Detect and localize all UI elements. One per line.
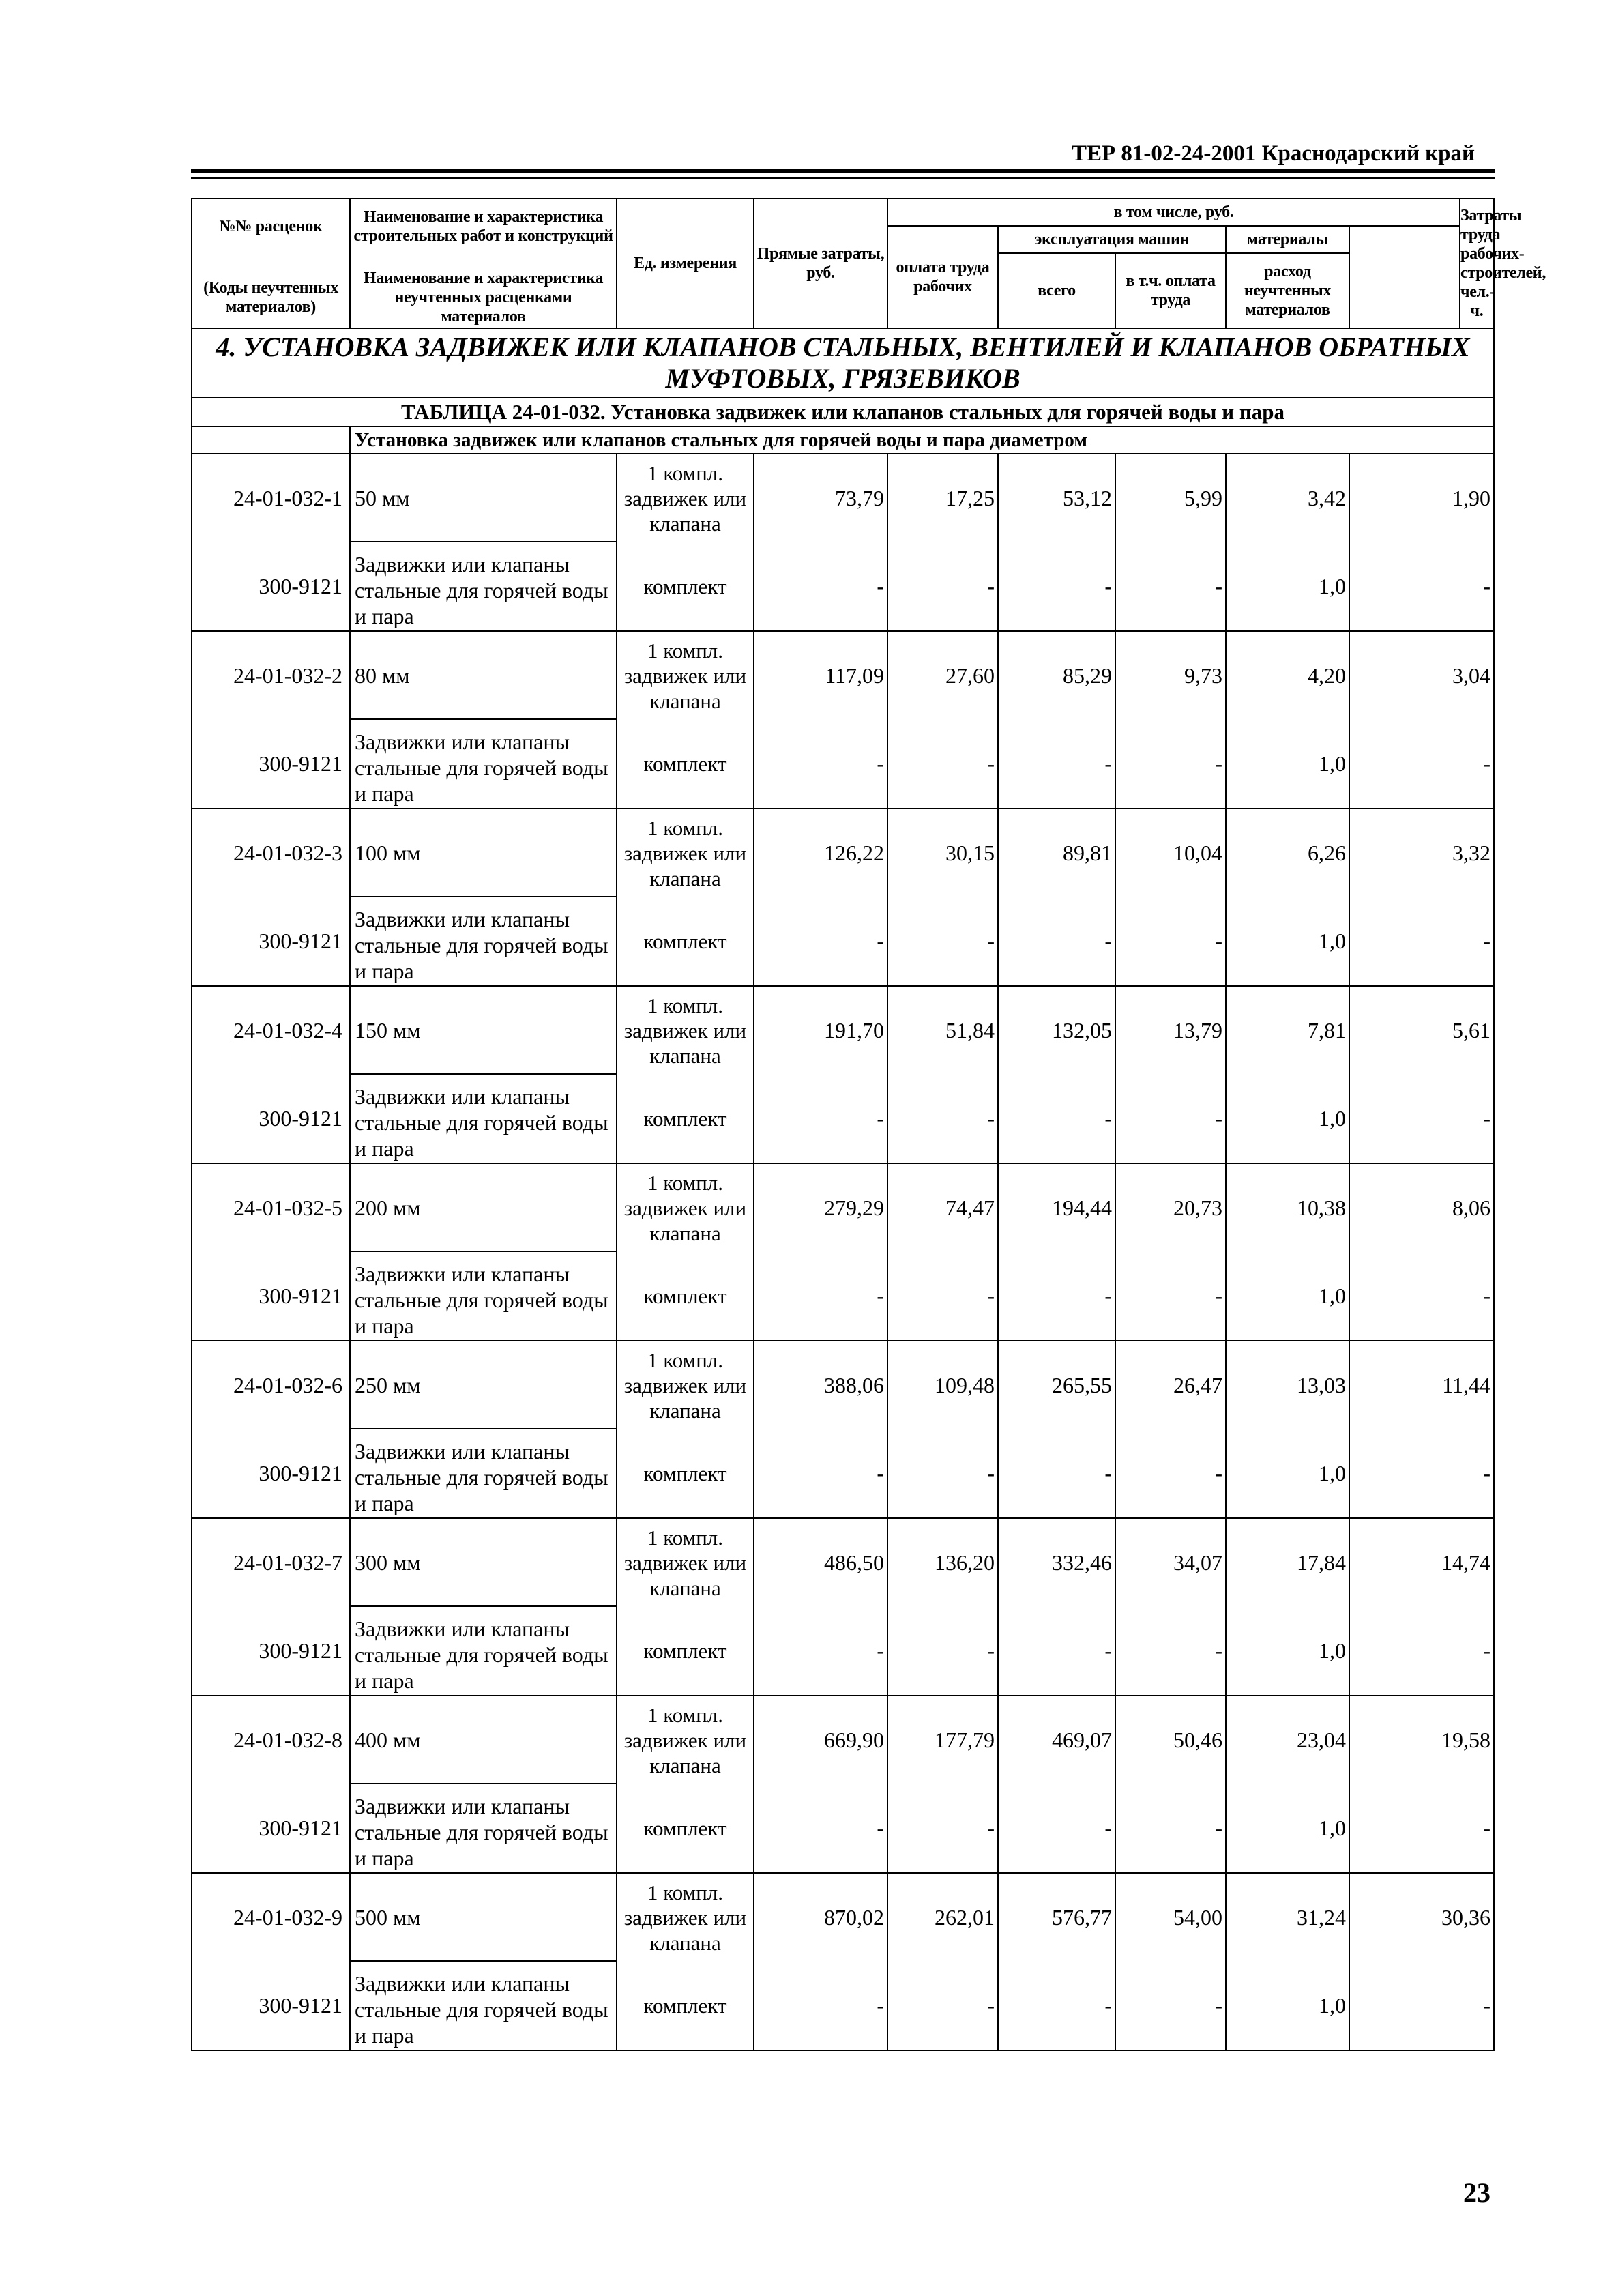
material-labor: -: [1349, 542, 1494, 631]
labor-pay: 27,60: [887, 631, 998, 719]
material-pay: -: [887, 1429, 998, 1518]
material-labor: -: [1349, 1429, 1494, 1518]
col-header-name: Наименование и характеристика строительных работ и конструкций: [350, 199, 617, 253]
material-labor: -: [1349, 1606, 1494, 1696]
unit: 1 компл. задвижек или клапана: [617, 809, 754, 897]
material-pay: -: [887, 1251, 998, 1341]
material-code: 300-9121: [192, 719, 350, 809]
unit: 1 компл. задвижек или клапана: [617, 986, 754, 1074]
machine-cost: 576,77: [998, 1873, 1115, 1961]
work-name: 500 мм: [350, 1873, 617, 1961]
table-row: [192, 454, 1494, 542]
table-row: [192, 1961, 1494, 2050]
work-name: 200 мм: [350, 1163, 617, 1251]
direct-cost: 126,22: [754, 809, 887, 897]
direct-cost: 669,90: [754, 1696, 887, 1784]
material-usage: 1,0: [1226, 897, 1349, 986]
labor-hours: 3,04: [1349, 631, 1494, 719]
page-number: 23: [1463, 2177, 1490, 2208]
material-usage: 1,0: [1226, 1251, 1349, 1341]
material-code: 300-9121: [192, 1784, 350, 1873]
material-machines: -: [998, 1784, 1115, 1873]
material-cost: 7,81: [1226, 986, 1349, 1074]
material-name: Задвижки или клапаны стальные для горячей воды и пара: [350, 1961, 617, 2050]
material-direct: -: [754, 1961, 887, 2050]
material-labor: -: [1349, 897, 1494, 986]
col-header-direct: Прямые затраты, руб.: [754, 199, 887, 328]
material-machine-pay: -: [1115, 1961, 1226, 2050]
labor-hours: 3,32: [1349, 809, 1494, 897]
unit: 1 компл. задвижек или клапана: [617, 1163, 754, 1251]
material-usage: 1,0: [1226, 1074, 1349, 1163]
machine-labor-pay: 26,47: [1115, 1341, 1226, 1429]
direct-cost: 279,29: [754, 1163, 887, 1251]
material-machine-pay: -: [1115, 542, 1226, 631]
col-header-code-sub: (Коды неучтенных материалов): [192, 267, 350, 328]
rate-code: 24-01-032-7: [192, 1518, 350, 1606]
document-header-code: ТЕР 81-02-24-2001 Краснодарский край: [1071, 141, 1475, 166]
material-name: Задвижки или клапаны стальные для горячей воды и пара: [350, 719, 617, 809]
material-machine-pay: -: [1115, 1251, 1226, 1341]
labor-hours: 30,36: [1349, 1873, 1494, 1961]
machine-labor-pay: 5,99: [1115, 454, 1226, 542]
work-name: 300 мм: [350, 1518, 617, 1606]
table-row: [192, 1606, 1494, 1696]
header-rule-thin: [191, 177, 1495, 179]
material-unit: комплект: [617, 1251, 754, 1341]
material-machine-pay: -: [1115, 1606, 1226, 1696]
material-code: 300-9121: [192, 1606, 350, 1696]
material-cost: 13,03: [1226, 1341, 1349, 1429]
material-direct: -: [754, 897, 887, 986]
material-code: 300-9121: [192, 1961, 350, 2050]
table-row: [192, 719, 1494, 809]
material-machines: -: [998, 542, 1115, 631]
material-unit: комплект: [617, 542, 754, 631]
work-name: 50 мм: [350, 454, 617, 542]
labor-pay: 262,01: [887, 1873, 998, 1961]
material-pay: -: [887, 1784, 998, 1873]
work-name: 100 мм: [350, 809, 617, 897]
table-row: [192, 1341, 1494, 1429]
labor-pay: 17,25: [887, 454, 998, 542]
material-code: 300-9121: [192, 542, 350, 631]
material-machines: -: [998, 1429, 1115, 1518]
machine-cost: 265,55: [998, 1341, 1115, 1429]
machine-cost: 89,81: [998, 809, 1115, 897]
labor-pay: 51,84: [887, 986, 998, 1074]
unit: 1 компл. задвижек или клапана: [617, 1518, 754, 1606]
material-pay: -: [887, 897, 998, 986]
material-cost: 23,04: [1226, 1696, 1349, 1784]
material-cost: 4,20: [1226, 631, 1349, 719]
work-name: 400 мм: [350, 1696, 617, 1784]
work-name: 250 мм: [350, 1341, 617, 1429]
table-row: [192, 1429, 1494, 1518]
material-direct: -: [754, 1606, 887, 1696]
unit: 1 компл. задвижек или клапана: [617, 454, 754, 542]
rate-code: 24-01-032-8: [192, 1696, 350, 1784]
material-direct: -: [754, 1429, 887, 1518]
table-row: [192, 1518, 1494, 1606]
col-header-mat-usage: расход неучтенных материалов: [1226, 253, 1349, 328]
machine-cost: 194,44: [998, 1163, 1115, 1251]
table-row: [192, 1873, 1494, 1961]
table-row: [192, 542, 1494, 631]
material-usage: 1,0: [1226, 1784, 1349, 1873]
direct-cost: 73,79: [754, 454, 887, 542]
labor-pay: 30,15: [887, 809, 998, 897]
material-unit: комплект: [617, 1961, 754, 2050]
machine-cost: 332,46: [998, 1518, 1115, 1606]
material-pay: -: [887, 719, 998, 809]
col-header-name-sub: Наименование и характеристика неучтенных расценками материалов: [350, 267, 617, 328]
material-cost: 6,26: [1226, 809, 1349, 897]
material-usage: 1,0: [1226, 1961, 1349, 2050]
material-direct: -: [754, 1784, 887, 1873]
material-machines: -: [998, 897, 1115, 986]
work-name: 150 мм: [350, 986, 617, 1074]
material-code: 300-9121: [192, 1251, 350, 1341]
material-cost: 3,42: [1226, 454, 1349, 542]
direct-cost: 388,06: [754, 1341, 887, 1429]
machine-labor-pay: 9,73: [1115, 631, 1226, 719]
material-labor: -: [1349, 1251, 1494, 1341]
col-header-code: №№ расценок: [192, 199, 350, 253]
unit: 1 компл. задвижек или клапана: [617, 1341, 754, 1429]
col-header-including: в том числе, руб.: [887, 199, 1460, 226]
material-direct: -: [754, 719, 887, 809]
material-labor: -: [1349, 1961, 1494, 2050]
col-header-total: всего: [998, 253, 1115, 328]
material-direct: -: [754, 1074, 887, 1163]
machine-labor-pay: 54,00: [1115, 1873, 1226, 1961]
material-unit: комплект: [617, 1074, 754, 1163]
material-usage: 1,0: [1226, 1429, 1349, 1518]
material-pay: -: [887, 1074, 998, 1163]
material-labor: -: [1349, 1074, 1494, 1163]
rate-code: 24-01-032-3: [192, 809, 350, 897]
material-name: Задвижки или клапаны стальные для горячей воды и пара: [350, 1606, 617, 1696]
machine-labor-pay: 13,79: [1115, 986, 1226, 1074]
col-header-incl-pay: в т.ч. оплата труда: [1115, 253, 1226, 328]
rate-code: 24-01-032-1: [192, 454, 350, 542]
table-title: ТАБЛИЦА 24-01-032. Установка задвижек или клапанов стальных для горячей воды и пара: [192, 398, 1494, 426]
material-machines: -: [998, 1961, 1115, 2050]
material-unit: комплект: [617, 897, 754, 986]
material-pay: -: [887, 542, 998, 631]
rate-code: 24-01-032-5: [192, 1163, 350, 1251]
rate-code: 24-01-032-6: [192, 1341, 350, 1429]
material-machine-pay: -: [1115, 719, 1226, 809]
labor-hours: 8,06: [1349, 1163, 1494, 1251]
labor-pay: 136,20: [887, 1518, 998, 1606]
direct-cost: 870,02: [754, 1873, 887, 1961]
machine-labor-pay: 20,73: [1115, 1163, 1226, 1251]
table-row: [192, 1251, 1494, 1341]
material-unit: комплект: [617, 1429, 754, 1518]
material-machine-pay: -: [1115, 1784, 1226, 1873]
col-header-labor: Затраты труда рабочих-строителей, чел.-ч.: [1460, 199, 1494, 328]
material-name: Задвижки или клапаны стальные для горячей воды и пара: [350, 1074, 617, 1163]
material-usage: 1,0: [1226, 719, 1349, 809]
table-header: [192, 199, 1546, 328]
material-code: 300-9121: [192, 1429, 350, 1518]
labor-pay: 177,79: [887, 1696, 998, 1784]
material-name: Задвижки или клапаны стальные для горячей воды и пара: [350, 1251, 617, 1341]
material-labor: -: [1349, 719, 1494, 809]
table-row: [192, 1696, 1494, 1784]
labor-hours: 14,74: [1349, 1518, 1494, 1606]
table-row: [192, 631, 1494, 719]
direct-cost: 486,50: [754, 1518, 887, 1606]
col-header-unit: Ед. измерения: [617, 199, 754, 328]
table-row: [192, 897, 1494, 986]
material-direct: -: [754, 1251, 887, 1341]
material-name: Задвижки или клапаны стальные для горячей воды и пара: [350, 542, 617, 631]
unit: 1 компл. задвижек или клапана: [617, 1696, 754, 1784]
material-unit: комплект: [617, 1784, 754, 1873]
material-cost: 17,84: [1226, 1518, 1349, 1606]
rate-code: 24-01-032-4: [192, 986, 350, 1074]
material-machine-pay: -: [1115, 1074, 1226, 1163]
material-machines: -: [998, 1251, 1115, 1341]
unit: 1 компл. задвижек или клапана: [617, 631, 754, 719]
material-machine-pay: -: [1115, 897, 1226, 986]
material-name: Задвижки или клапаны стальные для горячей воды и пара: [350, 897, 617, 986]
direct-cost: 191,70: [754, 986, 887, 1074]
col-header-materials: материалы: [1226, 226, 1349, 253]
col-header-code-divider: [192, 253, 350, 267]
col-header-machines: эксплуатация машин: [998, 226, 1226, 253]
material-direct: -: [754, 542, 887, 631]
machine-cost: 85,29: [998, 631, 1115, 719]
material-name: Задвижки или клапаны стальные для горячей воды и пара: [350, 1429, 617, 1518]
material-code: 300-9121: [192, 1074, 350, 1163]
table-row: [192, 986, 1494, 1074]
material-machines: -: [998, 1606, 1115, 1696]
rate-code: 24-01-032-9: [192, 1873, 350, 1961]
labor-hours: 1,90: [1349, 454, 1494, 542]
material-pay: -: [887, 1961, 998, 2050]
material-unit: комплект: [617, 1606, 754, 1696]
material-name: Задвижки или клапаны стальные для горячей воды и пара: [350, 1784, 617, 1873]
material-machine-pay: -: [1115, 1429, 1226, 1518]
machine-cost: 53,12: [998, 454, 1115, 542]
labor-pay: 109,48: [887, 1341, 998, 1429]
machine-cost: 469,07: [998, 1696, 1115, 1784]
labor-pay: 74,47: [887, 1163, 998, 1251]
table-row: [192, 1784, 1494, 1873]
col-header-name-divider: [350, 253, 617, 267]
machine-labor-pay: 50,46: [1115, 1696, 1226, 1784]
header-rule-thick: [191, 169, 1495, 173]
material-unit: комплект: [617, 719, 754, 809]
material-machines: -: [998, 1074, 1115, 1163]
labor-hours: 19,58: [1349, 1696, 1494, 1784]
material-usage: 1,0: [1226, 1606, 1349, 1696]
rate-code: 24-01-032-2: [192, 631, 350, 719]
table-row: [192, 809, 1494, 897]
direct-cost: 117,09: [754, 631, 887, 719]
material-usage: 1,0: [1226, 542, 1349, 631]
machine-labor-pay: 10,04: [1115, 809, 1226, 897]
unit: 1 компл. задвижек или клапана: [617, 1873, 754, 1961]
col-header-pay: оплата труда рабочих: [887, 226, 998, 328]
material-labor: -: [1349, 1784, 1494, 1873]
machine-labor-pay: 34,07: [1115, 1518, 1226, 1606]
table-row: [192, 1074, 1494, 1163]
material-code: 300-9121: [192, 897, 350, 986]
table-row: [192, 1163, 1494, 1251]
rates-table: [191, 198, 1546, 2051]
material-machines: -: [998, 719, 1115, 809]
section-title: 4. УСТАНОВКА ЗАДВИЖЕК ИЛИ КЛАПАНОВ СТАЛЬНЫХ, ВЕНТИЛЕЙ И КЛАПАНОВ ОБРАТНЫХ МУФТОВЫХ, ГРЯЗЕВИКОВ: [192, 328, 1494, 398]
labor-hours: 5,61: [1349, 986, 1494, 1074]
material-cost: 10,38: [1226, 1163, 1349, 1251]
machine-cost: 132,05: [998, 986, 1115, 1074]
material-cost: 31,24: [1226, 1873, 1349, 1961]
subtitle: Установка задвижек или клапанов стальных для горячей воды и пара диаметром: [350, 426, 1494, 454]
table-body: [192, 328, 1494, 2050]
material-pay: -: [887, 1606, 998, 1696]
work-name: 80 мм: [350, 631, 617, 719]
labor-hours: 11,44: [1349, 1341, 1494, 1429]
subtitle-spacer: [192, 426, 350, 454]
